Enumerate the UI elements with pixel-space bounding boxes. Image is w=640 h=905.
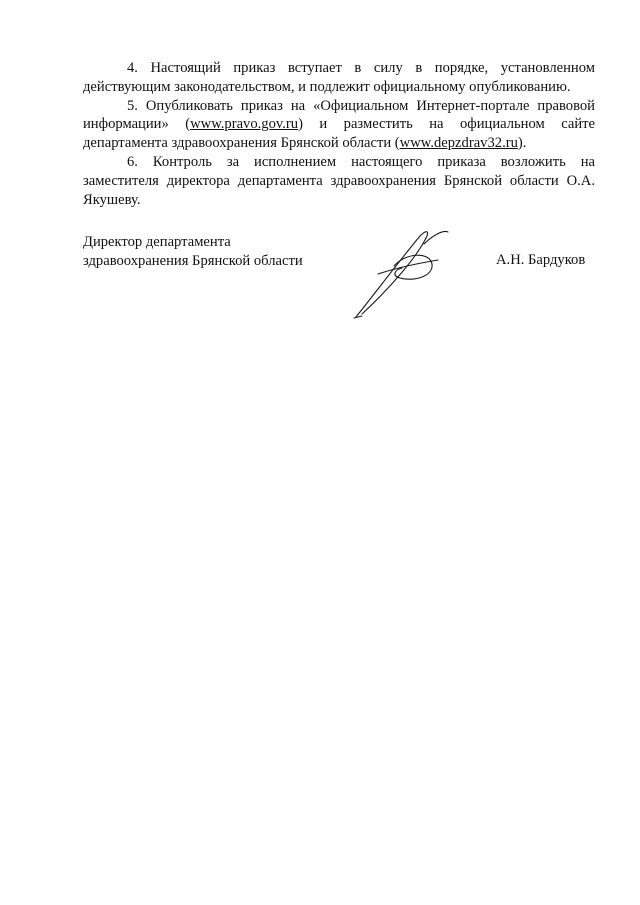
- signer-name: А.Н. Бардуков: [496, 252, 586, 268]
- order-body: [83, 59, 595, 209]
- signer-position-line-2: здравоохранения Брянской области: [83, 252, 303, 269]
- paragraph-6: 6. Контроль за исполнением настоящего приказа возложить на заместителя директора департамента здравоохранения Брянской области О.А. Якушеву.: [83, 153, 595, 208]
- pravo-gov-link[interactable]: www.pravo.gov.ru: [190, 116, 299, 133]
- paragraph-4: 4. Настоящий приказ вступает в силу в порядке, установленном действующим законодательством, и подлежит официальному опубликованию.: [83, 60, 595, 95]
- depzdrav-link[interactable]: www.depzdrav32.ru: [399, 135, 518, 152]
- paragraph-5-text-start: 5. Опубликовать приказ на «Официальном Интернет-портале правовой информации» (: [83, 97, 595, 133]
- paragraph-5-text-end: ).: [517, 135, 527, 152]
- handwritten-signature: [348, 222, 458, 324]
- paragraph-5: [83, 97, 595, 153]
- signer-position-line-1: Директор департамента: [83, 234, 231, 250]
- paragraph-5-text-middle: ) и разместить на официальном сайте департамента здравоохранения Брянской области (: [83, 116, 595, 152]
- signer-position: [83, 233, 303, 271]
